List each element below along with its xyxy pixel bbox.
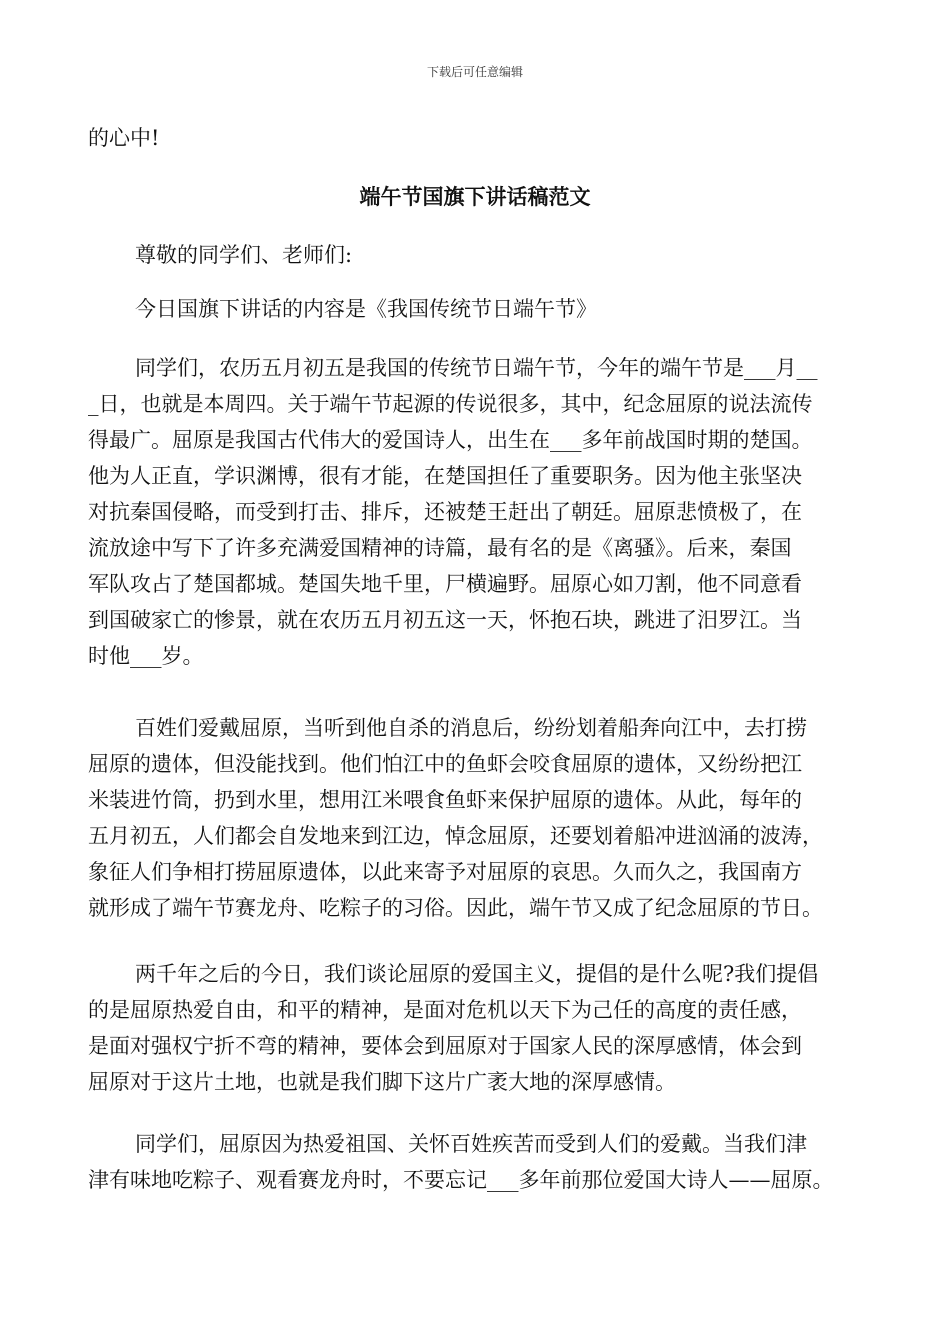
- paragraph-line: 得最广。屈原是我国古代伟大的爱国诗人，出生在___多年前战国时期的楚国。: [88, 428, 813, 452]
- salutation-line: 尊敬的同学们、老师们:: [135, 243, 353, 267]
- paragraph-line: 军队攻占了楚国都城。楚国失地千里，尸横遍野。屈原心如刀割，他不同意看: [88, 572, 802, 596]
- intro-paragraph: [88, 291, 868, 327]
- body-paragraph-1: [88, 350, 868, 674]
- document-title: 端午节国旗下讲话稿范文: [359, 184, 591, 209]
- paragraph-line: 象征人们争相打捞屈原遗体，以此来寄予对屈原的哀思。久而久之，我国南方: [88, 860, 802, 884]
- paragraph-line: 五月初五，人们都会自发地来到江边，悼念屈原，还要划着船冲进汹涌的波涛，: [88, 824, 823, 848]
- paragraph-line: 流放途中写下了许多充满爱国精神的诗篇，最有名的是《离骚》。后来，秦国: [88, 536, 792, 560]
- paragraph-line: 时他___岁。: [88, 644, 204, 668]
- paragraph-line: 米装进竹筒，扔到水里，想用江米喂食鱼虾来保护屈原的遗体。从此，每年的: [88, 788, 802, 812]
- paragraph-line: 的是屈原热爱自由，和平的精神，是面对危机以天下为己任的高度的责任感，: [88, 998, 802, 1022]
- intro-line: 今日国旗下讲话的内容是《我国传统节日端午节》: [135, 297, 597, 321]
- paragraph-line: 他为人正直，学识渊博，很有才能，在楚国担任了重要职务。因为他主张坚决: [88, 464, 802, 488]
- paragraph-line: 同学们，农历五月初五是我国的传统节日端午节，今年的端午节是___月__: [135, 356, 818, 380]
- body-paragraph-3: [88, 956, 868, 1100]
- paragraph-line: 百姓们爱戴屈原，当听到他自杀的消息后，纷纷划着船奔向江中，去打捞: [135, 716, 807, 740]
- body-paragraph-2: [88, 710, 868, 926]
- body-paragraph-4: [88, 1126, 868, 1198]
- paragraph-line: 同学们，屈原因为热爱祖国、关怀百姓疾苦而受到人们的爱戴。当我们津: [135, 1132, 807, 1156]
- continued-text-fragment: 的心中!: [88, 126, 160, 150]
- paragraph-line: 到国破家亡的惨景，就在农历五月初五这一天，怀抱石块，跳进了汨罗江。当: [88, 608, 802, 632]
- salutation-paragraph: [88, 237, 868, 273]
- paragraph-line: 两千年之后的今日，我们谈论屈原的爱国主义，提倡的是什么呢?我们提倡: [135, 962, 819, 986]
- paragraph-line: 屈原对于这片土地，也就是我们脚下这片广袤大地的深厚感情。: [88, 1070, 676, 1094]
- paragraph-line: _日，也就是本周四。关于端午节起源的传说很多，其中，纪念屈原的说法流传: [88, 392, 813, 416]
- paragraph-line: 对抗秦国侵略，而受到打击、排斥，还被楚王赶出了朝廷。屈原悲愤极了，在: [88, 500, 802, 524]
- paragraph-line: 是面对强权宁折不弯的精神，要体会到屈原对于国家人民的深厚感情，体会到: [88, 1034, 802, 1058]
- paragraph-line: 屈原的遗体，但没能找到。他们怕江中的鱼虾会咬食屈原的遗体，又纷纷把江: [88, 752, 802, 776]
- paragraph-line: 就形成了端午节赛龙舟、吃粽子的习俗。因此，端午节又成了纪念屈原的节日。: [88, 896, 823, 920]
- paragraph-line: 津有味地吃粽子、观看赛龙舟时，不要忘记___多年前那位爱国大诗人——屈原。: [88, 1168, 834, 1192]
- header-note: 下载后可任意编辑: [426, 65, 523, 79]
